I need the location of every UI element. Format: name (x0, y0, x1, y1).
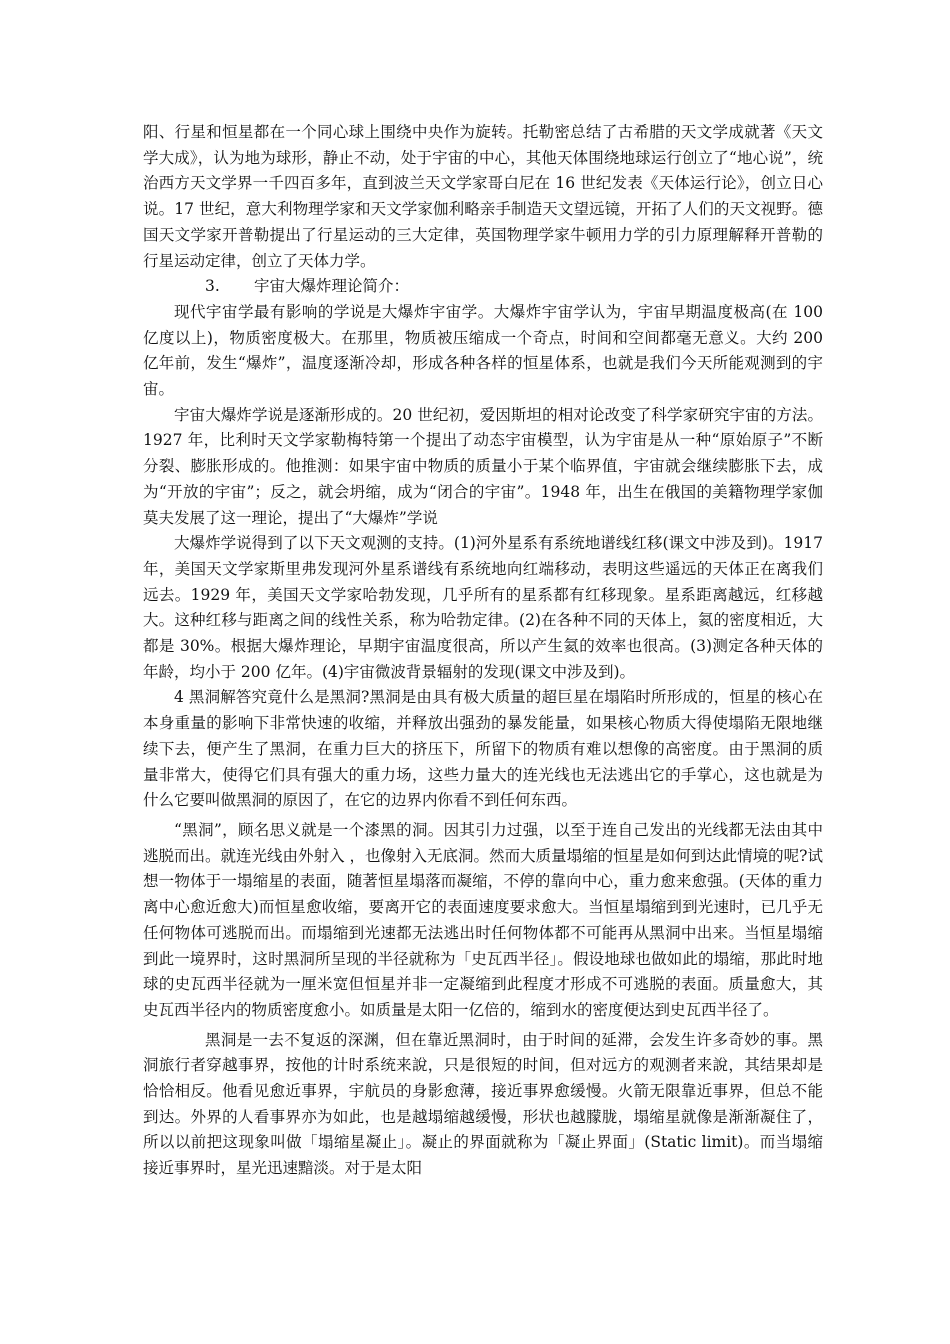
section-number: 3. (205, 277, 220, 296)
paragraph-big-bang-evidence: 大爆炸学说得到了以下天文观测的支持。(1)河外星系有系统地谱线红移(课文中涉及到)。1917 年，美国天文学家斯里弗发现河外星系谱线有系统地向红端移动，表明这些遥远的天体正在离我们远去。1929 年，美国天文学家哈勃发现，几乎所有的星系都有红移现象。星系距离越远，红移越大。这种红移与距离之间的线性关系，称为哈勃定律。(2)在各种不同的天体上，氦的密度相近，大都是 30%。根据大爆炸理论，早期宇宙温度很高，所以产生氦的效率也很高。(3)测定各种天体的年龄，均小于 200 亿年。(4)宇宙微波背景辐射的发现(课文中涉及到)。 (143, 534, 823, 681)
paragraph-black-hole-time: 黑洞是一去不复返的深渊，但在靠近黑洞时，由于时间的延滞，会发生许多奇妙的事。黑洞旅行者穿越事界，按他的计时系统来說，只是很短的时间，但对远方的观测者来說，其结果却是恰恰相反。他看见愈近事界，宇航员的身影愈薄，接近事界愈缓慢。火箭无限靠近事界，但总不能到达。外界的人看事界亦为如此，也是越塌缩越缓慢，形状也越朦胧，塌缩星就像是渐渐凝住了，所以以前把这现象叫做「塌缩星凝止」。凝止的界面就称为「凝止界面」(Static limit)。而当塌缩接近事界时，星光迅速黯淡。对于是太阳 (143, 1030, 823, 1178)
paragraph-big-bang-intro: 现代宇宙学最有影响的学说是大爆炸宇宙学。大爆炸宇宙学认为，宇宙早期温度极高(在 100 亿度以上)，物质密度极大。在那里，物质被压缩成一个奇点，时间和空间都毫无意义。大约 200 亿年前，发生“爆炸”，温度逐渐冷却，形成各种各样的恒星体系，也就是我们今天所能观测到的宇宙。 (143, 302, 823, 399)
document-page (143, 120, 823, 1182)
section-heading-big-bang (143, 274, 823, 300)
paragraph-geocentric-history: 阳、行星和恒星都在一个同心球上围绕中央作为旋转。托勒密总结了古希腊的天文学成就著《天文学大成》，认为地为球形，静止不动，处于宇宙的中心，其他天体围绕地球运行创立了“地心说”，统治西方天文学界一千四百多年，直到波兰天文学家哥白尼在 16 世纪发表《天体运行论》，创立日心说。17 世纪，意大利物理学家和天文学家伽利略亲手制造天文望远镜，开拓了人们的天文视野。德国天文学家开普勒提出了行星运动的三大定律，英国物理学家牛顿用力学的引力原理解释开普勒的行星运动定律，创立了天体力学。 (143, 123, 823, 270)
paragraph-black-hole-definition: 4 黑洞解答究竟什么是黑洞?黑洞是由具有极大质量的超巨星在塌陷时所形成的，恒星的核心在本身重量的影响下非常快速的收缩，并释放出强劲的暴发能量，如果核心物质大得使塌陷无限地继续下去，便产生了黑洞，在重力巨大的挤压下，所留下的物质有难以想像的高密度。由于黑洞的质量非常大，使得它们具有强大的重力场，这些力量大的连光线也无法逃出它的手掌心，这也就是为什么它要叫做黑洞的原因了，在它的边界内你看不到任何东西。 (143, 688, 823, 810)
section-title: 宇宙大爆炸理论简介： (254, 277, 410, 296)
paragraph-black-hole-collapse: “黑洞”，顾名思义就是一个漆黑的洞。因其引力过强，以至于连自己发出的光线都无法由其中逃脱而出。就连光线由外射入 ，也像射入无底洞。然而大质量塌缩的恒星是如何到达此情境的呢?试想一物体于一塌缩星的表面，随著恒星塌落而凝缩，不停的靠向中心，重力愈来愈强。(天体的重力离中心愈近愈大)而恒星愈收缩，要离开它的表面速度要求愈大。当恒星塌缩到到光速时，已几乎无任何物体可逃脱而出。而塌缩到光速都无法逃出时任何物体都不可能再从黑洞中出来。当恒星塌缩到此一境界时，这时黑洞所呈现的半径就称为「史瓦西半径」。假设地球也做如此的塌缩，那此时地球的史瓦西半径就为一厘米宽但恒星并非一定凝缩到此程度才形成不可逃脱的表面。质量愈大，其史瓦西半径内的物质密度愈小。如质量是太阳一亿倍的，缩到水的密度便达到史瓦西半径了。 (143, 820, 823, 1019)
paragraph-big-bang-formation: 宇宙大爆炸学说是逐渐形成的。20 世纪初，爱因斯坦的相对论改变了科学家研究宇宙的方法。1927 年，比利时天文学家勒梅特第一个提出了动态宇宙模型，认为宇宙是从一种“原始原子”不断分裂、膨胀形成的。他推测：如果宇宙中物质的质量小于某个临界值，宇宙就会继续膨胀下去，成为“开放的宇宙”；反之，就会坍缩，成为“闭合的宇宙”。1948 年，出生在俄国的美籍物理学家伽莫夫发展了这一理论，提出了“大爆炸”学说 (143, 405, 823, 527)
